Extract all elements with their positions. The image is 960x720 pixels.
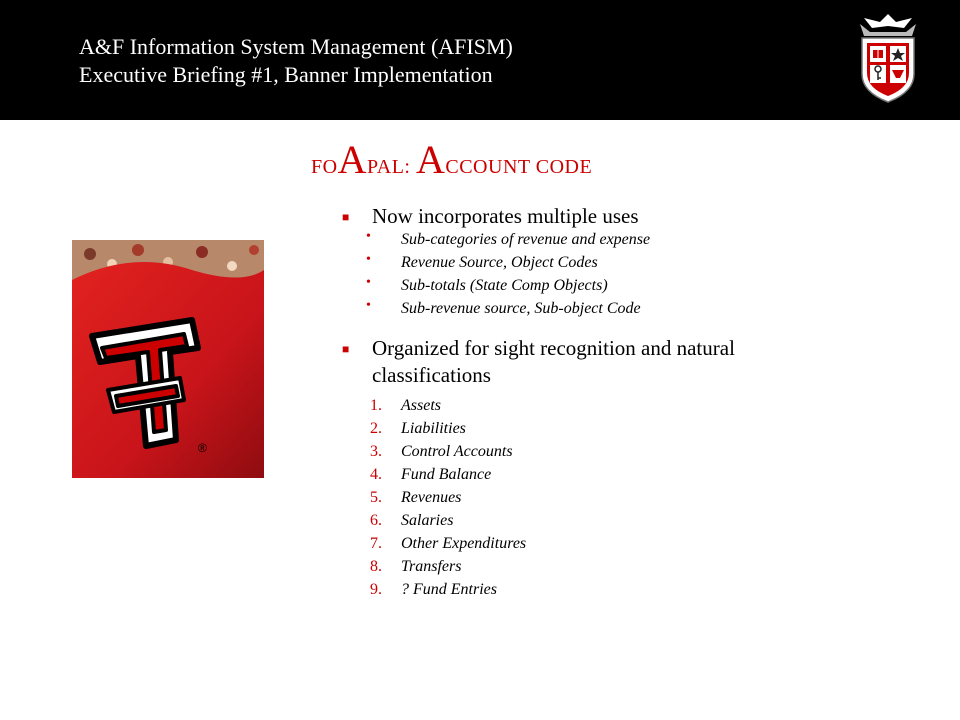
university-seal-logo [852, 12, 924, 104]
title-part-account: CCOUNT CODE [445, 156, 593, 178]
section1-item: Revenue Source, Object Codes [401, 254, 598, 271]
section2-heading: Organized for sight recognition and natural classifications [372, 336, 735, 387]
list-number: 5. [370, 489, 382, 506]
list-number: 7. [370, 535, 382, 552]
list-number: 9. [370, 581, 382, 598]
bullet-square-icon: ■ [342, 342, 350, 356]
list-item: Fund Balance [401, 466, 492, 483]
title-part-pal: PAL: [366, 156, 416, 178]
header-title-line1: A&F Information System Management (AFISM) [79, 34, 513, 59]
bullet-dot-icon: • [366, 275, 371, 290]
list-item: Revenues [401, 489, 462, 506]
list-item: Transfers [401, 558, 462, 575]
header-title-line2: Executive Briefing #1, Banner Implementation [79, 62, 493, 87]
list-number: 2. [370, 420, 382, 437]
section1-item: Sub-categories of revenue and expense [401, 231, 651, 248]
double-t-flag-photo [72, 240, 264, 478]
section1-item: Sub-revenue source, Sub-object Code [401, 300, 641, 317]
list-item: ? Fund Entries [401, 581, 497, 598]
list-number: 6. [370, 512, 382, 529]
bullet-dot-icon: • [366, 298, 371, 313]
header-bar [0, 0, 960, 120]
list-item: Control Accounts [401, 443, 513, 460]
list-item: Salaries [401, 512, 454, 529]
list-item: Other Expenditures [401, 535, 527, 552]
bullet-dot-icon: • [366, 229, 371, 244]
list-number: 8. [370, 558, 382, 575]
list-item: Liabilities [401, 420, 466, 437]
list-number: 4. [370, 466, 382, 483]
title-part-fo: FO [311, 156, 338, 178]
slide-title [311, 137, 593, 186]
svg-text:®: ® [198, 441, 207, 455]
title-part-a2: A [415, 137, 446, 182]
list-number: 3. [370, 443, 382, 460]
section1-heading: Now incorporates multiple uses [372, 204, 639, 228]
list-item: Assets [401, 397, 441, 414]
list-number: 1. [370, 397, 382, 414]
bullet-dot-icon: • [366, 252, 371, 267]
section1-item: Sub-totals (State Comp Objects) [401, 277, 608, 294]
title-part-a1: A [337, 137, 367, 182]
bullet-square-icon: ■ [342, 210, 350, 224]
